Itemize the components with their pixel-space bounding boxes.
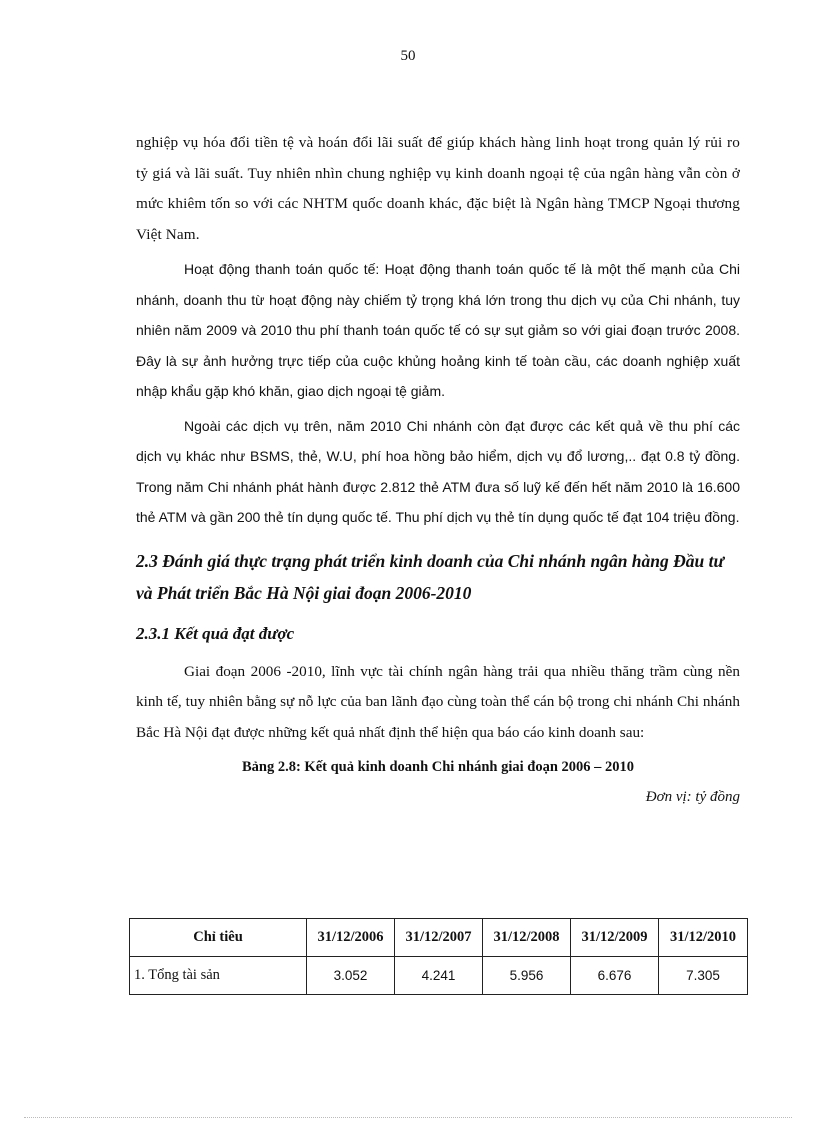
table-header-cell: 31/12/2007 (395, 919, 483, 957)
table-cell: 7.305 (659, 957, 748, 995)
page-bottom-divider (24, 1117, 792, 1118)
document-body (136, 128, 740, 808)
subsection-heading: 2.3.1 Kết quả đạt được (136, 623, 295, 643)
paragraph-results-intro: Giai đoạn 2006 -2010, lĩnh vực tài chính ngân hàng trải qua nhiều thăng trầm cùng nền kinh tế, tuy nhiên bằng sự nỗ lực của ban lãnh đạo cùng toàn thể cán bộ trong chi nhánh Chi nhánh Bắc Hà Nội đạt được những kết quả nhất định thể hiện qua báo cáo kinh doanh sau: (136, 662, 740, 741)
table-header-cell: 31/12/2010 (659, 919, 748, 957)
table-header-row (130, 919, 748, 957)
table-row (130, 957, 748, 995)
table-cell: 5.956 (483, 957, 571, 995)
paragraph-international-payment: Hoạt động thanh toán quốc tế: Hoạt động thanh toán quốc tế là một thế mạnh của Chi nhánh, doanh thu từ hoạt động này chiếm tỷ trọng khá lớn trong thu dịch vụ của Chi nhánh, tuy nhiên năm 2009 và 2010 thu phí thanh toán quốc tế có sự sụt giảm so với giai đoạn trước 2008. Đây là sự ảnh hưởng trực tiếp của cuộc khủng hoảng kinh tế toàn cầu, các doanh nghiệp xuất nhập khẩu gặp khó khăn, giao dịch ngoại tệ giảm. (136, 261, 740, 399)
table-header-cell: Chỉ tiêu (130, 919, 307, 957)
table-header-cell: 31/12/2006 (307, 919, 395, 957)
table-unit: Đơn vị: tỷ đồng (645, 789, 740, 805)
section-heading: 2.3 Đánh giá thực trạng phát triển kinh doanh của Chi nhánh ngân hàng Đầu tư và Phát triển Bắc Hà Nội giai đoạn 2006-2010 (136, 550, 724, 603)
table-header-cell: 31/12/2009 (571, 919, 659, 957)
table-cell: 3.052 (307, 957, 395, 995)
paragraph-other-services: Ngoài các dịch vụ trên, năm 2010 Chi nhánh còn đạt được các kết quả về thu phí các dịch vụ khác như BSMS, thẻ, W.U, phí hoa hồng bảo hiểm, dịch vụ đổ lương,.. đạt 0.8 tỷ đồng. Trong năm Chi nhánh phát hành được 2.812 thẻ ATM đưa số luỹ kế đến hết năm 2010 là 16.600 thẻ ATM và gần 200 thẻ tín dụng quốc tế. Thu phí dịch vụ thẻ tín dụng quốc tế đạt 104 triệu đồng. (136, 417, 740, 525)
table-header-cell: 31/12/2008 (483, 919, 571, 957)
business-results-table (129, 918, 748, 995)
page-number: 50 (400, 48, 416, 64)
table-cell: 1. Tổng tài sản (130, 957, 307, 995)
table-cell: 4.241 (395, 957, 483, 995)
table-cell: 6.676 (571, 957, 659, 995)
table-caption: Bảng 2.8: Kết quả kinh doanh Chi nhánh giai đoạn 2006 – 2010 (241, 759, 635, 775)
paragraph-foreign-exchange: nghiệp vụ hóa đổi tiền tệ và hoán đổi lãi suất để giúp khách hàng linh hoạt trong quản lý rủi ro tỷ giá và lãi suất. Tuy nhiên nhìn chung nghiệp vụ kinh doanh ngoại tệ của ngân hàng vẫn còn ở mức khiêm tốn so với các NHTM quốc doanh khác, đặc biệt là Ngân hàng TMCP Ngoại thương Việt Nam. (136, 134, 740, 243)
